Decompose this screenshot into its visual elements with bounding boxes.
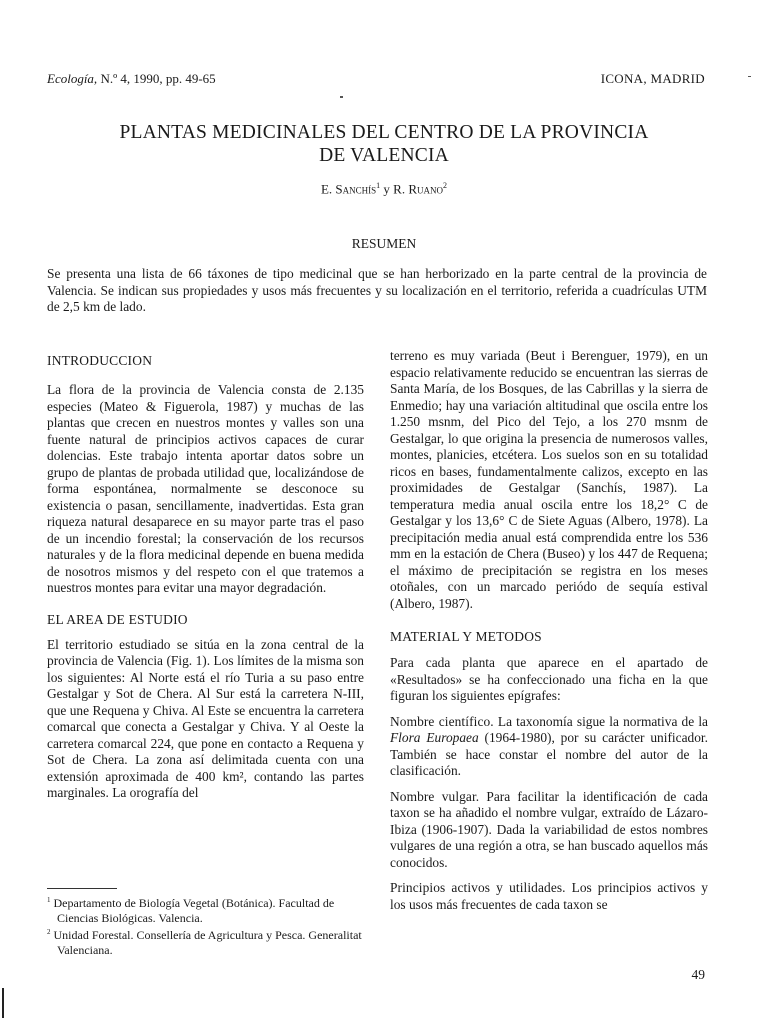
common-name-term: Nombre vulgar. [390, 788, 480, 804]
methods-heading: MATERIAL Y METODOS [390, 629, 542, 644]
journal-issue: N.º 4, 1990, pp. 49-65 [97, 71, 216, 86]
scientific-name-paragraph [390, 714, 708, 780]
footnote-1 [47, 893, 364, 925]
scientific-name-text-b: (1964-1980), por su carácter unificador. También se hace constar el nombre del autor de la clasificación. [390, 730, 708, 778]
intro-heading: INTRODUCCION [47, 353, 153, 368]
title-line-1: PLANTAS MEDICINALES DEL CENTRO DE LA PROVINCIA [119, 122, 649, 143]
abstract-heading: RESUMEN [351, 236, 417, 251]
author-1: E. Sanchís [320, 181, 377, 197]
footnote-divider [47, 888, 117, 889]
scan-edge-mark [2, 988, 4, 1018]
footnote-1-text: Departamento de Biología Vegetal (Botánica). Facultad de Ciencias Biológicas. Valencia. [50, 896, 335, 925]
authors [40, 181, 728, 197]
left-column [47, 348, 364, 802]
study-area-continuation: terreno es muy variada (Beut i Berenguer, 1979), en un espacio relativamente reducido se encuentran las sierras de Santa María, de los Bosques, de las Cabrillas y la sierra de Enmedio; hay una variación altitudinal que oscila entre los 1.250 msnm, del Pico del Tejo, a los 270 msnm de Gestalgar, lo que origina la presencia de numerosos valles, montes, planicies, etcétera. Los suelos son en su totalidad ricos en bases, fundamentalmente calizos, excepto en las proximidades de Gestalgar (Sanchís, 1987). La temperatura media anual oscila entre los 18,2° C de Gestalgar y los 13,6° C de Siete Aguas (Albero, 1978). La precipitación media anual está comprendida entre los 536 mm en la estación de Chera (Buseo) y los 447 de Requena; el máximo de precipitación se registra en los meses otoñales, con un marcado periódo de sequía estival (Albero, 1987). [390, 348, 708, 611]
author-2-affiliation-mark: 2 [443, 181, 448, 190]
common-name-paragraph [390, 789, 708, 872]
flora-europaea-title: Flora Europaea [390, 730, 479, 745]
footnote-2-mark: 2 [47, 928, 51, 936]
active-principles-text: Los principios activos y los usos más frecuentes de cada taxon se [390, 880, 708, 912]
footnotes [47, 893, 364, 957]
intro-paragraph: La flora de la provincia de Valencia consta de 2.135 especies (Mateo & Figuerola, 1987) y muchas de las plantas que crecen en nuestros montes y valles son una fuente natural de principios activos capaces de curar dolencias. Este trabajo intenta aportar datos sobre un grupo de plantas de probada utilidad que, localizándose de forma espontánea, normalmente se desconoce su existencia o pasan, sencillamente, inadvertidas. Esta gran riqueza natural desaparece en su mayor parte tras el paso de un incendio forestal; la conservación de los recursos naturales y de la flora medicinal depende en buena medida de nosotros mismos y del respeto con el que tratemos a nuestros montes para evitar una mayor degradación. [47, 382, 364, 595]
footnote-2-text: Unidad Forestal. Consellería de Agricultura y Pesca. Generalitat Valenciana. [50, 928, 362, 957]
study-area-paragraph: El territorio estudiado se sitúa en la zona central de la provincia de Valencia (Fig. 1). Los límites de la misma son los siguientes: Al Norte está el río Turia a su paso entre Gestalgar y Sot de Chera. Al Sur está la carretera N-III, que une Requena y Chiva. Al Este se encuentra la carretera comarcal que conecta a Gestalgar y Chiva. Y al Oeste la carretera comarcal 224, que pone en contacto a Requena y Sot de Chera. La zona así delimitada cuenta con una extensión aproximada de 400 km², contando las partes marginales. La orografía del [47, 636, 364, 800]
common-name-text: Para facilitar la identificación de cada taxon se ha añadido el nombre vulgar, extraído de Lázaro-Ibiza (1906-1907). Dada la variabilidad de estos nombres vulgares de una región a otra, se han buscado aquellos más conocidos. [390, 788, 708, 870]
journal-name: Ecología, [47, 71, 98, 86]
abstract-text: Se presenta una lista de 66 táxones de tipo medicinal que se han herborizado en la parte central de la provincia de Valencia. Se indican sus propiedades y usos más frecuentes y su localización en el territorio, referida a cuadrículas UTM de 2,5 km de lado. [47, 266, 707, 314]
author-separator: y [380, 181, 394, 197]
journal-citation [47, 71, 216, 87]
author-2: R. Ruano [393, 181, 444, 197]
footnote-2 [47, 925, 364, 957]
active-principles-term: Principios activos y utilidades. [390, 880, 566, 895]
footnote-1-mark: 1 [47, 896, 51, 904]
scan-speck [340, 96, 343, 98]
methods-intro: Para cada planta que aparece en el apartado de «Resultados» se ha confeccionado una ficha en la que figuran los siguientes epígrafes: [390, 655, 708, 703]
page-number: 49 [691, 967, 705, 982]
study-area-heading: EL AREA DE ESTUDIO [47, 611, 188, 627]
active-principles-paragraph [390, 880, 708, 913]
author-1-affiliation-mark: 1 [376, 181, 381, 190]
scientific-name-text-a: La taxonomía sigue la normativa de la [493, 713, 708, 729]
publisher: ICONA, MADRID [600, 71, 705, 86]
article-title [40, 121, 728, 167]
right-column [390, 348, 708, 913]
title-line-2: DE VALENCIA [319, 145, 449, 166]
scientific-name-term: Nombre científico. [390, 713, 494, 729]
scan-speck [748, 76, 751, 77]
